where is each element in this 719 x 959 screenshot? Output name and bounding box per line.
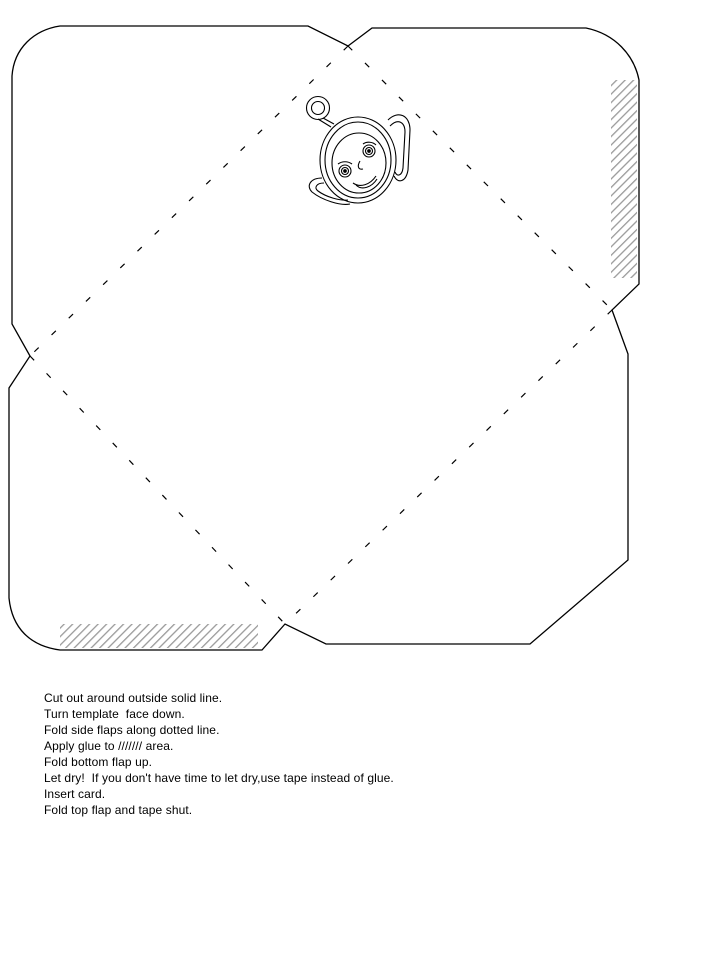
cut-line [9,26,639,650]
instruction-line: Insert card. [44,787,106,801]
glue-area-bottom [60,624,258,648]
instruction-line: Let dry! If you don't have time to let dry,use tape instead of glue. [44,771,394,785]
teletubby-head-icon [307,97,411,205]
instruction-line: Cut out around outside solid line. [44,691,223,705]
instruction-line: Apply glue to /////// area. [44,739,174,753]
instruction-line: Fold top flap and tape shut. [44,803,193,817]
fold-line-top-left [30,46,348,356]
instruction-line: Turn template face down. [44,707,185,721]
instructions-list [44,690,394,818]
instruction-line: Fold side flaps along dotted line. [44,723,220,737]
glue-area-right [611,80,637,278]
instruction-line: Fold bottom flap up. [44,755,153,769]
fold-lines [30,46,612,624]
fold-line-bottom-left [30,356,285,624]
fold-line-bottom-right [285,310,612,624]
